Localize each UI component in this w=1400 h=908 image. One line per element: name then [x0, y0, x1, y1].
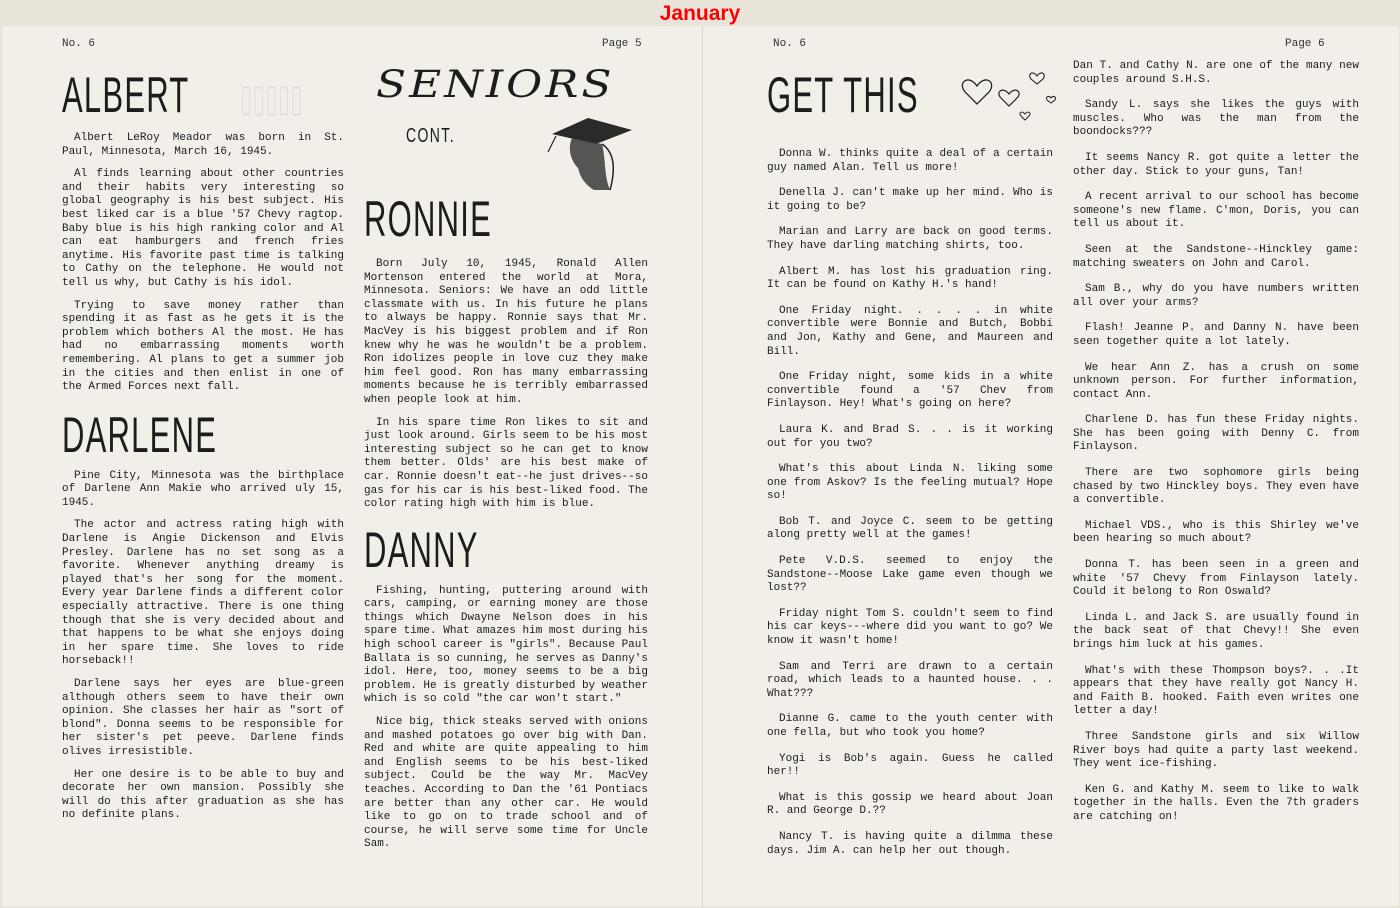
left-issue-number: No. 6	[62, 38, 96, 50]
darlene-paragraph: The actor and actress rating high with Darlene is Angie Dickenson and Elvis Presley. Darlene has no set song as a favorite. Whenever anything dreamy is played that's her song for the moment. Every year Darlene finds a different color especially attractive. There is one thing though that she is very decided about and that happens to be what she enjoys doing in her spare time. She loves to ride horseback!!	[62, 519, 344, 668]
gossip-item: Michael VDS., who is this Shirley we've been hearing so much about?	[1073, 519, 1359, 546]
hearts-doodle-icon	[957, 64, 1067, 124]
right-column-1	[767, 67, 1053, 870]
right-page-number: Page 6	[1285, 38, 1325, 50]
gossip-item: What's with these Thompson boys?. . .It appears that they have really got Nancy H. and Faith B. hooked. Faith even writes one letter a day!	[1073, 664, 1359, 718]
albert-paragraph: Al finds learning about other countries and their habits very interesting so global geography is his best subject. His best liked car is a blue '57 Chevy ragtop. Baby blue is his high ranking color and Al can eat hamburgers and french fries anytime. His favorite past time is talking to Cathy on the telephone. He would not tell us why, but Cathy is his idol.	[62, 168, 344, 289]
gossip-item: Charlene D. has fun these Friday nights. She has been going with Denny C. from Finlayson.	[1073, 414, 1359, 454]
gossip-item: Seen at the Sandstone--Hinckley game: matching sweaters on John and Carol.	[1073, 243, 1359, 270]
gossip-item: One Friday night. . . . . in white convertible were Bonnie and Butch, Bobbi and Jon, Kathy and Gene, and Maureen and Bill.	[767, 304, 1053, 358]
darlene-paragraph: Her one desire is to be able to buy and decorate her own mansion. Possibly she will do this after graduation as she has no definite plans.	[62, 768, 344, 822]
gossip-item: What is this gossip we heard about Joan R. and George D.??	[767, 791, 1053, 818]
ronnie-paragraph: Born July 10, 1945, Ronald Allen Mortenson entered the world at Mora, Minnesota. Seniors: We have an odd little classmate with us. In his future he plans to always be happy. Ronnie says that Mr. MacVey is his biggest problem and if Ron knew why he was he wouldn't be a problem. Ron idolizes people in love cuz they make him feel good. Ron has many embarrassing moments because he is terribly embarrassed when people look at him.	[364, 258, 648, 406]
gossip-item: Ken G. and Kathy M. seem to like to walk together in the halls. Even the 7th graders are catching on!	[1073, 783, 1359, 823]
ronnie-paragraph: In his spare time Ron likes to sit and just look around. Girls seem to be his most interesting subject so he can get to know them better. Olds' are his best make of car. Ronnie doesn't eat--he just drives--so gas for his car is his best-liked food. The color rating high with him is blue.	[364, 416, 648, 511]
gossip-item: Three Sandstone girls and six Willow River boys had quite a party last weekend. They went ice-fishing.	[1073, 730, 1359, 771]
gossip-item: Donna T. has been seen in a green and white '57 Chevy from Finlayson lately. Could it belong to Ron Oswald?	[1073, 559, 1359, 599]
seniors-title: SENIORS	[376, 62, 615, 107]
danny-paragraph: Nice big, thick steaks served with onions and mashed potatoes go over big with Dan. Red and white are quite appealing to him and English seems to be his best-liked subject. Could be the way Mr. MacVey teaches. According to Dan the '61 Pontiacs are better than any other car. He would like to go on to trade school and of course, he will serve some time for Uncle Sam.	[364, 716, 648, 851]
gossip-item: Friday night Tom S. couldn't seem to find his car keys---where did you want to go? We know it wasn't home!	[767, 607, 1053, 648]
gossip-item: One Friday night, some kids in a white convertible found a '57 Chev from Finlayson. Hey! What's going on here?	[767, 371, 1053, 411]
darlene-paragraph: Pine City, Minnesota was the birthplace of Darlene Ann Makie who arrived uly 15, 1945.	[62, 469, 344, 509]
gossip-item: Bob T. and Joyce C. seem to be getting along pretty well at the games!	[767, 515, 1053, 542]
darlene-heading: DARLENE	[62, 406, 218, 463]
gossip-item: Linda L. and Jack S. are usually found in the back seat of that Chevy!! She even brings him luck at his games.	[1073, 611, 1359, 651]
seniors-cont-label: CONT.	[406, 125, 455, 147]
gossip-item: Sam B., why do you have numbers written all over your arms?	[1073, 283, 1359, 309]
month-label: January	[659, 2, 741, 25]
gossip-item: Nancy T. is having quite a dilmma these days. Jim A. can help her out though.	[767, 830, 1053, 857]
gossip-item: Laura K. and Brad S. . . is it working out for you two?	[767, 423, 1053, 450]
show-through-text: ▯▯▯▯▯	[240, 78, 303, 120]
gossip-item: A recent arrival to our school has become someone's new flame. C'mon, Doris, you can tell us about it.	[1073, 191, 1359, 231]
right-issue-number: No. 6	[773, 38, 807, 50]
ronnie-heading: RONNIE	[364, 191, 493, 247]
right-column-2	[1073, 60, 1359, 837]
gossip-item: Denella J. can't make up her mind. Who is it going to be?	[767, 187, 1053, 213]
gossip-item: Sandy L. says she likes the guys with muscles. Who was the man from the boondocks???	[1073, 99, 1359, 139]
gossip-item: Dan T. and Cathy N. are one of the many new couples around S.H.S.	[1073, 60, 1359, 86]
right-page	[702, 26, 1399, 906]
seniors-banner	[364, 62, 648, 194]
left-column-2	[364, 62, 648, 861]
get-this-heading: GET THIS	[767, 67, 919, 123]
albert-paragraph: Albert LeRoy Meador was born in St. Paul, Minnesota, March 16, 1945.	[62, 132, 344, 158]
left-column-1	[62, 67, 344, 832]
gossip-item: It seems Nancy R. got quite a letter the other day. Stick to your guns, Tan!	[1073, 151, 1359, 178]
gossip-item: There are two sophomore girls being chased by two Hinckley boys. They even have a convertible.	[1073, 467, 1359, 507]
albert-paragraph: Trying to save money rather than spending it as fast as he gets it is the problem which bothers Al the most. He has had no embarrassing moments worth remembering. Al plans to get a summer job in the cities and then enlist in one of the Armed Forces next fall.	[62, 299, 344, 394]
gossip-item: Flash! Jeanne P. and Danny N. have been seen together quite a lot lately.	[1073, 322, 1359, 348]
gossip-item: Pete V.D.S. seemed to enjoy the Sandstone--Moose Lake game even though we lost??	[767, 555, 1053, 595]
gossip-item: Marian and Larry are back on good terms. They have darling matching shirts, too.	[767, 226, 1053, 252]
left-page	[2, 26, 702, 906]
gossip-item: We hear Ann Z. has a crush on some unknown person. For further information, contact Ann.	[1073, 361, 1359, 401]
gossip-item: What's this about Linda N. liking some one from Askov? Is the feeling mutual? Hope so!	[767, 463, 1053, 503]
albert-heading: ALBERT	[62, 67, 190, 123]
gossip-item: Yogi is Bob's again. Guess he called her!!	[767, 752, 1053, 779]
gossip-item: Sam and Terri are drawn to a certain road, which leads to a haunted house. . . What???	[767, 660, 1053, 700]
darlene-paragraph: Darlene says her eyes are blue-green although others seem to have their own opinion. She classes her hair as "sort of blond". Donna seems to be responsible for her sister's pet peeve. Darlene finds olives irresistible.	[62, 678, 344, 758]
gossip-item: Donna W. thinks quite a deal of a certain guy named Alan. Tell us more!	[767, 148, 1053, 174]
danny-paragraph: Fishing, hunting, puttering around with cars, camping, or earning money are those things which Dwayne Nelson does in his spare time. What amazes him most during his high school career is "girls". Because Paul Ballata is so cunning, he serves as Danny's idol. Here, too, money seems to be a big problem. He is greatly disturbed by weather which is so cold "the car won't start."	[364, 584, 648, 706]
danny-heading: DANNY	[364, 521, 479, 578]
gossip-item: Dianne G. came to the youth center with one fella, but who took you home?	[767, 713, 1053, 739]
left-page-number: Page 5	[602, 38, 642, 50]
graduate-silhouette-icon	[544, 112, 640, 192]
gossip-item: Albert M. has lost his graduation ring. It can be found on Kathy H.'s hand!	[767, 265, 1053, 292]
